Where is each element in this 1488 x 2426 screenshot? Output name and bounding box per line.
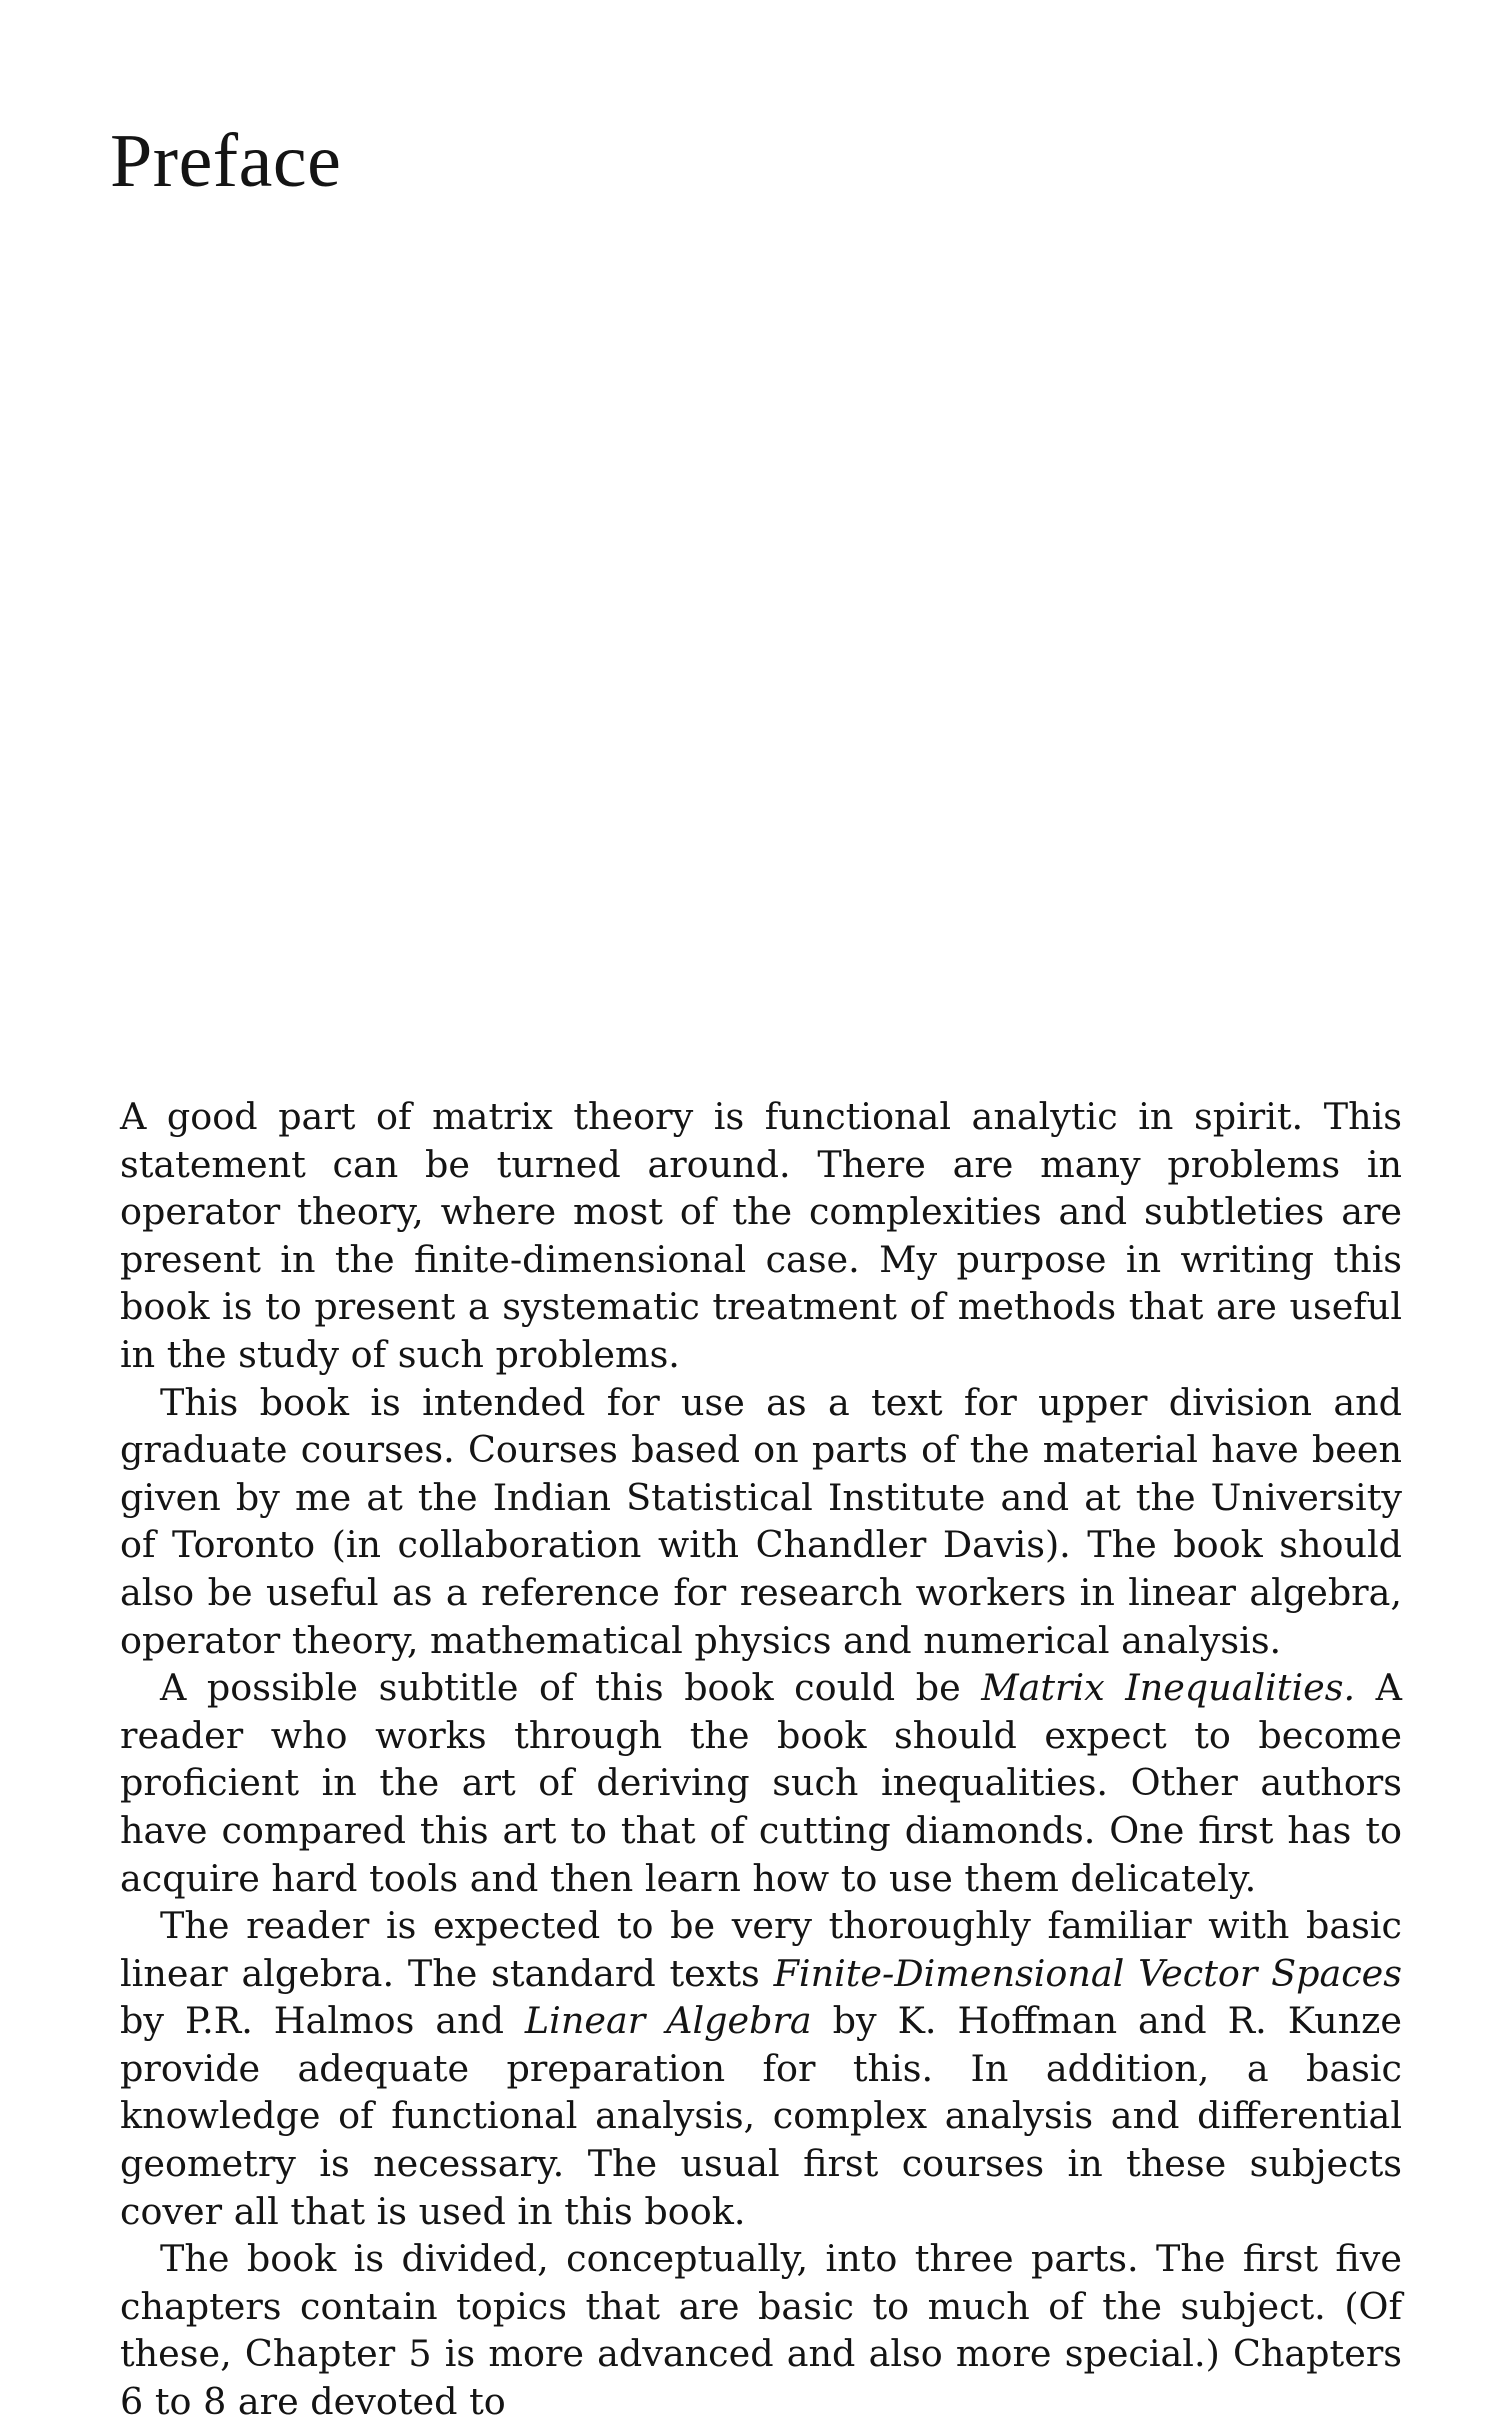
paragraph-5: The book is divided, conceptually, into three parts. The first five chapters contain topics that are basic to much of the subject. (Of these, Chapter 5 is more advanced and also more special.) Chapters 6 to 8 are devoted to [120,2237,1402,2424]
italic-hoffman-kunze-title: Linear Algebra [524,1999,812,2043]
italic-matrix-inequalities: Matrix Inequalities. [981,1666,1356,1710]
paragraph-2: This book is intended for use as a text for upper division and graduate courses. Courses based on parts of the material have been given by me at the Indian Statistical Institute and at the University of Toronto (in collaboration with Chandler Davis). The book should also be useful as a reference for research workers in linear algebra, operator theory, mathematical physics and numerical analysis. [120,1380,1402,1662]
paragraph-4-text-c: by K. Hoffman and R. Kunze provide adequate preparation for this. In addition, a basic knowledge of functional analysis, complex analysis and differential geometry is necessary. The usual first courses in these subjects cover all that is used in this book. [120,1999,1403,2233]
paragraph-3-text-start: A possible subtitle of this book could be [160,1666,982,1710]
paragraph-3-text-end: A reader who works through the book should expect to become proficient in the art of deriving such inequalities. Other authors have compared this art to that of cutting diamonds. One first has to acquire hard tools and then learn how to use them delicately. [120,1666,1402,1900]
page-title: Preface [110,119,342,203]
italic-halmos-title: Finite-Dimensional Vector Spaces [773,1951,1402,1995]
paragraph-4-text-b: by P.R. Halmos and [120,1999,525,2043]
preface-body [120,1093,1402,2426]
paragraph-1: A good part of matrix theory is functional analytic in spirit. This statement can be turned around. There are many problems in operator theory, where most of the complexities and subtleties are present in the finite-dimensional case. My purpose in writing this book is to present a systematic treatment of methods that are useful in the study of such problems. [120,1095,1402,1376]
paragraph-3 [120,1664,1402,1902]
paragraph-4-text-a: The reader is expected to be very thoroughly familiar with basic linear algebra. The standard texts [120,1904,1402,1995]
paragraph-4 [120,1902,1402,2235]
